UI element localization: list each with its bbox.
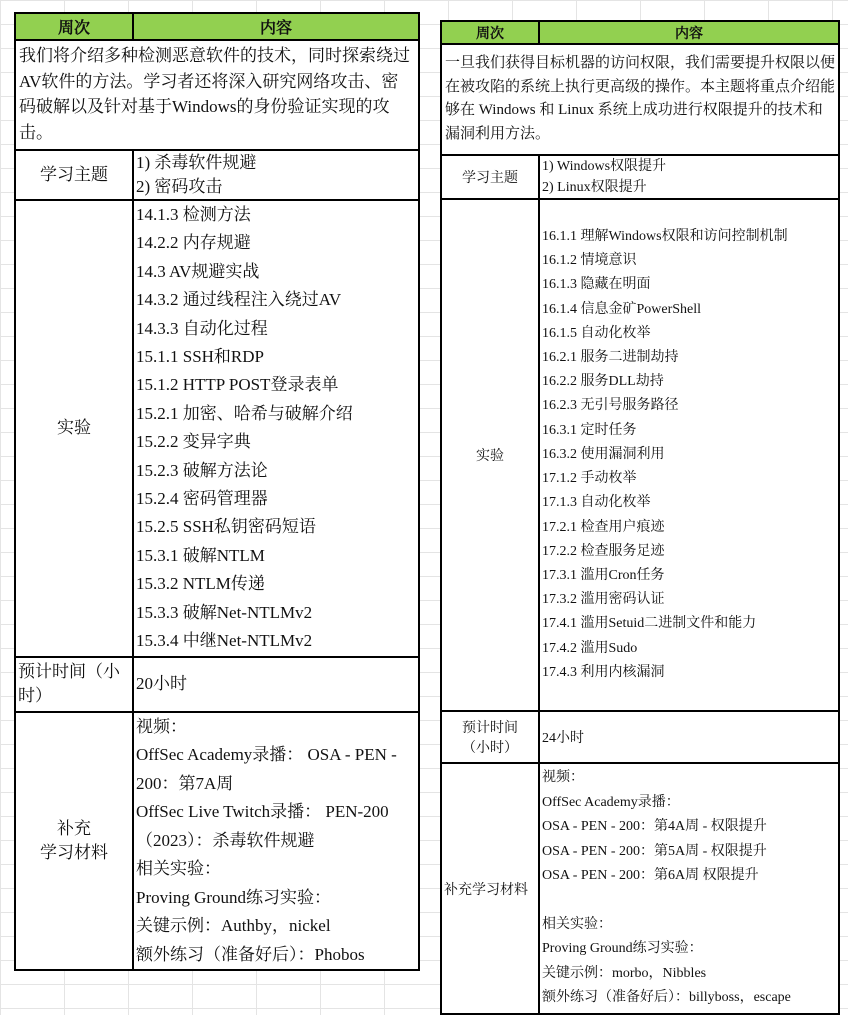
lab-item: 16.3.1 定时任务 [542, 422, 637, 438]
supplement-list [133, 712, 419, 971]
supplement-line: Proving Ground练习实验： [136, 887, 332, 907]
supplement-line: OSA - PEN - 200：第5A周 - 权限提升 [542, 843, 767, 859]
topics-row [15, 150, 419, 200]
topics-list [133, 150, 419, 200]
lab-item: 17.3.2 滥用密码认证 [542, 592, 665, 608]
topics-row [441, 155, 839, 199]
header-week: 周次 [441, 21, 539, 44]
lab-item: 15.2.4 密码管理器 [136, 489, 268, 509]
supplement-line: 额外练习（准备好后）：Phobos [136, 944, 365, 964]
header-week: 周次 [15, 13, 133, 40]
topic-item: 1) Windows权限提升 [542, 159, 667, 174]
supplement-label: 补充学习材料 [441, 763, 539, 1014]
lab-item: 14.3 AV规避实战 [136, 261, 260, 281]
topic-item: 2) Linux权限提升 [542, 180, 647, 195]
lab-item: 15.2.2 变异字典 [136, 432, 251, 452]
lab-item: 17.3.1 滥用Cron任务 [542, 567, 665, 583]
supplement-label-line: 学习材料 [40, 842, 108, 862]
lab-item: 14.3.3 自动化过程 [136, 318, 268, 338]
lab-item: 17.4.3 利用内核漏洞 [542, 664, 665, 680]
header-content: 内容 [539, 21, 839, 44]
lab-item: 17.1.3 自动化枚举 [542, 495, 651, 511]
lab-item: 16.1.3 隐藏在明面 [542, 277, 651, 293]
lab-item: 17.2.2 检查服务足迹 [542, 543, 665, 559]
supplement-spacer [542, 889, 838, 913]
lab-item: 16.2.2 服务DLL劫持 [542, 374, 664, 390]
time-row [441, 711, 839, 763]
lab-item: 16.3.2 使用漏洞利用 [542, 446, 665, 462]
lab-item: 17.1.2 手动枚举 [542, 471, 637, 487]
time-value: 20小时 [133, 657, 419, 712]
supplement-line: 视频： [542, 770, 584, 786]
supplement-line: 额外练习（准备好后）：billyboss，escape [542, 990, 791, 1006]
lab-item: 16.2.3 无引号服务路径 [542, 398, 679, 414]
time-label: 预计时间（小时） [15, 657, 133, 712]
supplement-line: OffSec Live Twitch录播： PEN-200（2023）：杀毒软件规避 [136, 802, 389, 850]
supplement-list [539, 763, 839, 1014]
supplement-line: OffSec Academy录播： [542, 794, 680, 810]
supplement-line: 相关实验： [136, 859, 221, 878]
supplement-line: 关键示例：morbo，Nibbles [542, 965, 707, 981]
lab-item: 16.2.1 服务二进制劫持 [542, 350, 679, 366]
lab-item: 17.2.1 检查用户痕迹 [542, 519, 665, 535]
right-week-table [440, 20, 840, 1015]
time-label [441, 711, 539, 763]
topic-item: 2) 密码攻击 [136, 177, 223, 196]
topics-label: 学习主题 [15, 150, 133, 200]
labs-list [133, 200, 419, 657]
lab-item: 15.1.1 SSH和RDP [136, 347, 265, 367]
supplement-line: 关键示例：Authby，nickel [136, 916, 331, 935]
lab-item: 15.3.3 破解Net-NTLMv2 [136, 602, 313, 622]
header-row [441, 21, 839, 44]
lab-item: 14.3.2 通过线程注入绕过AV [136, 290, 342, 310]
lab-item: 15.2.5 SSH私钥密码短语 [136, 517, 316, 537]
lab-item: 16.1.1 理解Windows权限和访问控制机制 [542, 229, 788, 245]
time-label-line: （小时） [462, 741, 518, 756]
labs-list [539, 199, 839, 711]
time-value: 24小时 [539, 711, 839, 763]
time-row [15, 657, 419, 712]
supplement-line: 相关实验： [542, 916, 612, 932]
lab-item: 15.3.4 中继Net-NTLMv2 [136, 631, 313, 651]
lab-item: 17.4.1 滥用Setuid二进制文件和能力 [542, 616, 757, 632]
lab-item: 16.1.4 信息金矿PowerShell [542, 301, 702, 317]
labs-row [15, 200, 419, 657]
supplement-line: 视频： [136, 716, 187, 736]
topics-label: 学习主题 [441, 155, 539, 199]
labs-row [441, 199, 839, 711]
lab-item: 15.1.2 HTTP POST登录表单 [136, 375, 339, 395]
time-label-line: 预计时间 [462, 721, 518, 736]
header-row [15, 13, 419, 40]
labs-label: 实验 [15, 200, 133, 657]
intro-row [15, 40, 419, 150]
labs-label: 实验 [441, 199, 539, 711]
lab-item: 14.1.3 检测方法 [136, 205, 251, 224]
supplement-label [15, 712, 133, 971]
lab-item: 15.2.1 加密、哈希与破解介绍 [136, 403, 353, 423]
intro-row [441, 44, 839, 155]
supplement-line: Proving Ground练习实验： [542, 941, 703, 957]
supplement-row [15, 712, 419, 971]
supplement-line: OSA - PEN - 200：第4A周 - 权限提升 [542, 819, 767, 835]
intro-text: 一旦我们获得目标机器的访问权限，我们需要提升权限以便在被攻陷的系统上执行更高级的操作。本主题将重点介绍能够在 Windows 和 Linux 系统上成功进行权限提升的技术和漏洞利用方法。 [441, 44, 839, 155]
topics-list [539, 155, 839, 199]
lab-item: 15.2.3 破解方法论 [136, 460, 268, 480]
topic-item: 1) 杀毒软件规避 [136, 153, 257, 172]
lab-item: 16.1.5 自动化枚举 [542, 325, 651, 341]
left-week-table [14, 12, 420, 971]
lab-item: 14.2.2 内存规避 [136, 233, 251, 253]
lab-item: 16.1.2 情境意识 [542, 253, 637, 269]
supplement-line: OSA - PEN - 200：第6A周 权限提升 [542, 868, 759, 884]
supplement-row [441, 763, 839, 1014]
lab-item: 17.4.2 滥用Sudo [542, 640, 638, 656]
lab-item: 15.3.1 破解NTLM [136, 545, 265, 565]
lab-item: 15.3.2 NTLM传递 [136, 574, 265, 594]
supplement-line: OffSec Academy录播： OSA - PEN - 200：第7A周 [136, 745, 397, 793]
header-content: 内容 [133, 13, 419, 40]
supplement-label-line: 补充 [57, 818, 91, 838]
intro-text: 我们将介绍多种检测恶意软件的技术，同时探索绕过AV软件的方法。学习者还将深入研究网络攻击、密码破解以及针对基于Windows的身份验证实现的攻击。 [15, 40, 419, 150]
